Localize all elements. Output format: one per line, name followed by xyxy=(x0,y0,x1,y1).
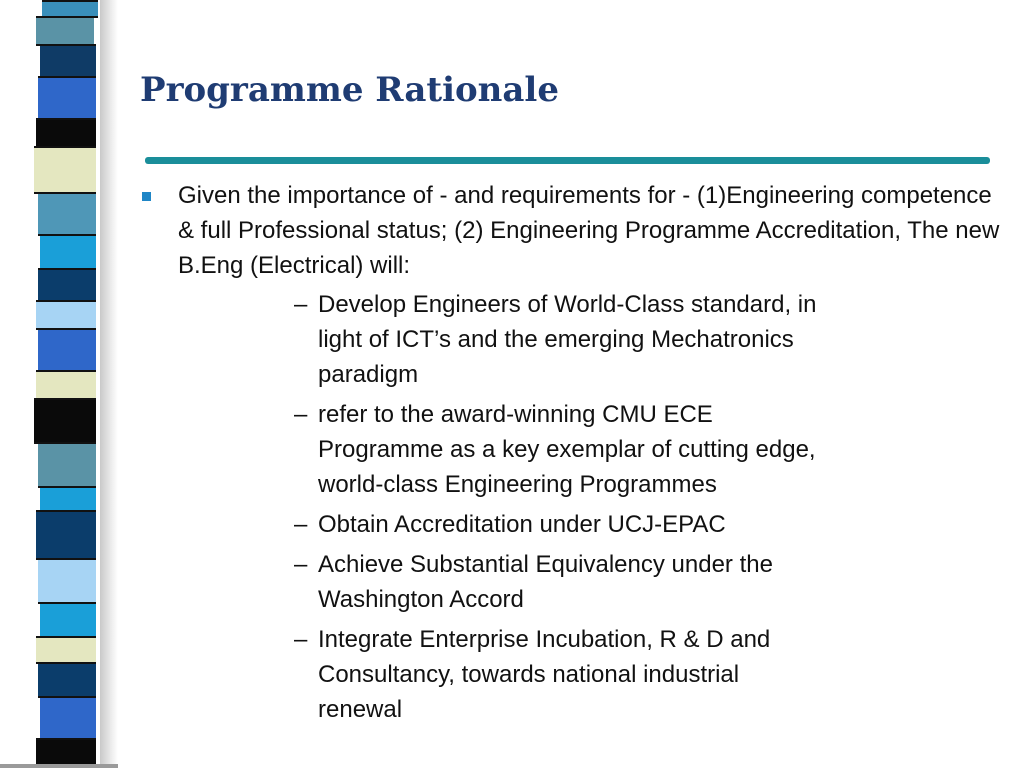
strip-band xyxy=(40,602,96,638)
sub-bullet-list xyxy=(140,287,1000,727)
strip-shadow xyxy=(100,0,118,768)
sub-bullet-text: refer to the award-winning CMU ECE Programme as a key exemplar of cutting edge, world-class Engineering Programmes xyxy=(318,401,816,498)
strip-band xyxy=(36,118,96,148)
strip-band xyxy=(38,76,96,120)
strip-band xyxy=(36,510,96,560)
dash-bullet-icon: – xyxy=(294,511,308,538)
strip-band xyxy=(38,558,96,604)
strip-band xyxy=(40,44,96,78)
strip-band xyxy=(34,398,96,444)
sub-bullet-text: Integrate Enterprise Incubation, R & D and Consultancy, towards national industrial renewal xyxy=(318,626,771,723)
slide-body xyxy=(140,178,1000,732)
slide-title: Programme Rationale xyxy=(140,70,559,110)
strip-band xyxy=(36,16,94,46)
strip-band xyxy=(40,696,96,740)
sub-bullet-item xyxy=(294,507,828,542)
sub-bullet-item xyxy=(294,397,828,502)
dash-bullet-icon: – xyxy=(294,626,308,653)
strip-band xyxy=(38,192,96,236)
strip-bottom-line xyxy=(0,764,118,768)
strip-band xyxy=(34,146,96,194)
strip-band xyxy=(38,328,96,372)
title-underline-rule xyxy=(145,157,990,164)
sub-bullet-text: Obtain Accreditation under UCJ-EPAC xyxy=(318,511,726,538)
dash-bullet-icon: – xyxy=(294,401,308,428)
strip-band xyxy=(36,370,96,400)
sub-bullet-text: Achieve Substantial Equivalency under the Washington Accord xyxy=(318,551,773,613)
sub-bullet-item xyxy=(294,547,828,617)
strip-band xyxy=(36,300,96,330)
strip-band xyxy=(38,268,96,302)
strip-band xyxy=(40,486,96,512)
strip-band xyxy=(38,662,96,698)
sub-bullet-item xyxy=(294,287,828,392)
dash-bullet-icon: – xyxy=(294,291,308,318)
main-bullet-text: Given the importance of - and requirements for - (1)Engineering competence & full Professional status; (2) Engineering Programme Accreditation, The new B.Eng (Electrical) will: xyxy=(178,182,1000,279)
strip-band xyxy=(36,636,96,664)
strip-band xyxy=(38,442,96,488)
strip-band xyxy=(40,234,96,270)
sub-bullet-item xyxy=(294,622,828,727)
square-bullet-icon xyxy=(142,192,151,201)
sub-bullet-text: Develop Engineers of World-Class standard, in light of ICT’s and the emerging Mechatronics paradigm xyxy=(318,291,817,388)
main-bullet-item xyxy=(140,178,1000,283)
decorative-side-strip xyxy=(0,0,118,768)
dash-bullet-icon: – xyxy=(294,551,308,578)
